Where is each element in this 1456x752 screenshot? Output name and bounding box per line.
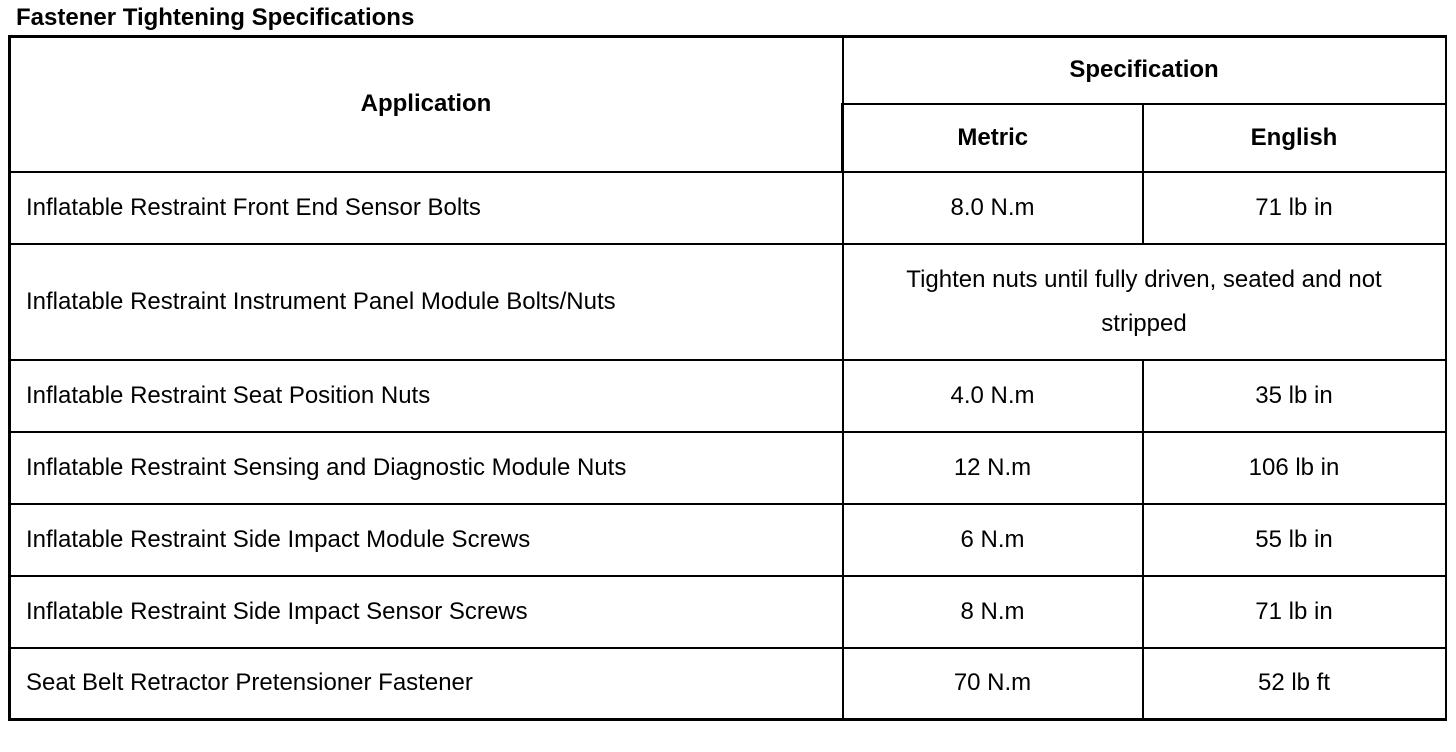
metric-cell: 12 N.m	[843, 432, 1143, 504]
header-english: English	[1143, 104, 1446, 172]
header-specification: Specification	[843, 37, 1446, 104]
application-cell: Inflatable Restraint Side Impact Sensor Screws	[10, 576, 843, 648]
spec-note-cell: Tighten nuts until fully driven, seated and not stripped	[843, 244, 1446, 360]
document-title: Fastener Tightening Specifications	[16, 4, 415, 31]
table-row	[10, 244, 1446, 360]
english-cell: 55 lb in	[1143, 504, 1446, 576]
application-cell: Seat Belt Retractor Pretensioner Fastener	[10, 648, 843, 720]
application-cell: Inflatable Restraint Seat Position Nuts	[10, 360, 843, 432]
header-metric: Metric	[843, 104, 1143, 172]
table-row	[10, 576, 1446, 648]
table-header-row	[10, 37, 1446, 104]
english-cell: 106 lb in	[1143, 432, 1446, 504]
application-cell: Inflatable Restraint Instrument Panel Module Bolts/Nuts	[10, 244, 843, 360]
table-row	[10, 504, 1446, 576]
metric-cell: 8 N.m	[843, 576, 1143, 648]
metric-cell: 8.0 N.m	[843, 172, 1143, 244]
table-row	[10, 360, 1446, 432]
metric-cell: 6 N.m	[843, 504, 1143, 576]
english-cell: 71 lb in	[1143, 172, 1446, 244]
table-row	[10, 172, 1446, 244]
metric-cell: 70 N.m	[843, 648, 1143, 720]
application-cell: Inflatable Restraint Side Impact Module Screws	[10, 504, 843, 576]
english-cell: 71 lb in	[1143, 576, 1446, 648]
header-application: Application	[10, 37, 843, 172]
metric-cell: 4.0 N.m	[843, 360, 1143, 432]
table-row	[10, 432, 1446, 504]
fastener-spec-table	[8, 35, 1447, 721]
english-cell: 52 lb ft	[1143, 648, 1446, 720]
english-cell: 35 lb in	[1143, 360, 1446, 432]
table-row	[10, 648, 1446, 720]
application-cell: Inflatable Restraint Front End Sensor Bolts	[10, 172, 843, 244]
application-cell: Inflatable Restraint Sensing and Diagnostic Module Nuts	[10, 432, 843, 504]
